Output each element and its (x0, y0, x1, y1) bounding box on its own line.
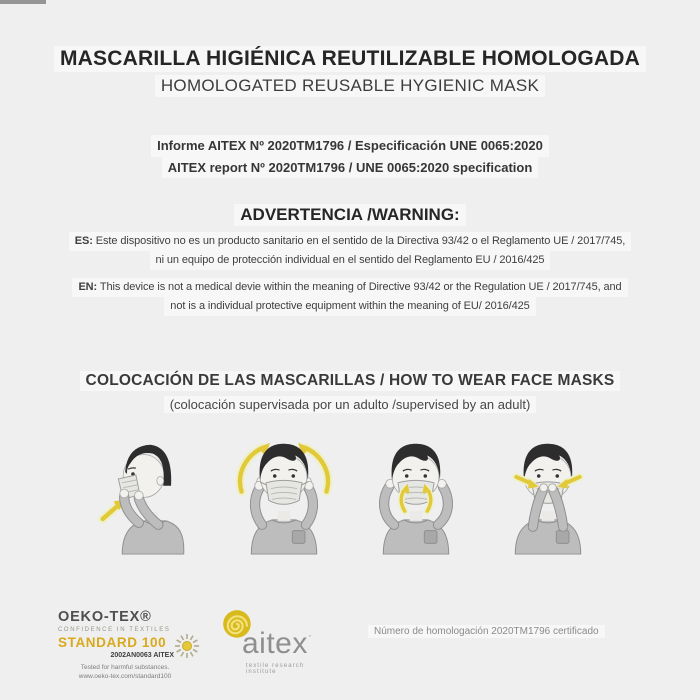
oeko-tex-certificate-number: 2002AN0063 AITEX (110, 652, 174, 660)
boy-adjusting-mask-chin-icon (357, 435, 475, 557)
howto-subheading: (colocación supervisada por un adulto /supervised by an adult) (0, 396, 700, 413)
warning-heading: ADVERTENCIA /WARNING: (0, 204, 700, 226)
warning-es-line1: ES: Este dispositivo no es un producto sanitario en el sentido de la Directiva 93/42 o el Reglamento UE / 2017/745, (0, 232, 700, 251)
report-line-es: Informe AITEX Nº 2020TM1796 / Especificación UNE 0065:2020 (0, 135, 700, 157)
oeko-tex-url: www.oeko-tex.com/standard100 (78, 672, 172, 680)
howto-steps (0, 435, 700, 557)
oeko-tex-brand: OEKO-TEX® (58, 609, 152, 626)
warning-en (0, 278, 700, 316)
warning-es-line2: ni un equipo de protección individual en el sentido del Reglamento EU / 2016/425 (0, 251, 700, 270)
aitex-name: aitex· (242, 627, 313, 661)
page-title: MASCARILLA HIGIÉNICA REUTILIZABLE HOMOLOGADA (0, 46, 700, 72)
oeko-tex-logo (58, 609, 192, 680)
footer (0, 609, 700, 681)
howto-step-2-illustration (225, 435, 343, 557)
warning-es (0, 232, 700, 270)
page-subtitle: HOMOLOGATED REUSABLE HYGIENIC MASK (0, 75, 700, 97)
oeko-tex-tested-text: Tested for harmful substances. (80, 664, 170, 672)
howto-step-3-illustration (357, 435, 475, 557)
oeko-tex-sun-icon (174, 633, 200, 659)
howto-step-4-illustration (489, 435, 607, 557)
top-edge-strip (0, 0, 46, 4)
warning-en-line1: EN: This device is not a medical devie within the meaning of Directive 93/42 or the Regulation UE / 2017/745, and (0, 278, 700, 297)
boy-pinching-nose-clip-icon (489, 435, 607, 557)
oeko-tex-standard-label: STANDARD 100 (58, 634, 167, 650)
boy-holding-mask-profile-icon (93, 435, 211, 557)
oeko-tex-tagline: CONFIDENCE IN TEXTILES (58, 626, 171, 633)
report-line-en: AITEX report Nº 2020TM1796 / UNE 0065:2020 specification (0, 157, 700, 179)
howto-step-1-illustration (93, 435, 211, 557)
homologation-number-text: Número de homologación 2020TM1796 certificado (368, 625, 605, 638)
warning-en-line2: not is a individual protective equipment within the meaning of EU/ 2016/425 (0, 297, 700, 316)
howto-heading: COLOCACIÓN DE LAS MASCARILLAS / HOW TO WEAR FACE MASKS (0, 371, 700, 391)
aitex-tagline: textile research institute (246, 663, 305, 676)
aitex-logo (218, 609, 334, 681)
aitex-mark: · (307, 628, 313, 643)
report-info (0, 135, 700, 178)
boy-pulling-ear-loops-icon (225, 435, 343, 557)
